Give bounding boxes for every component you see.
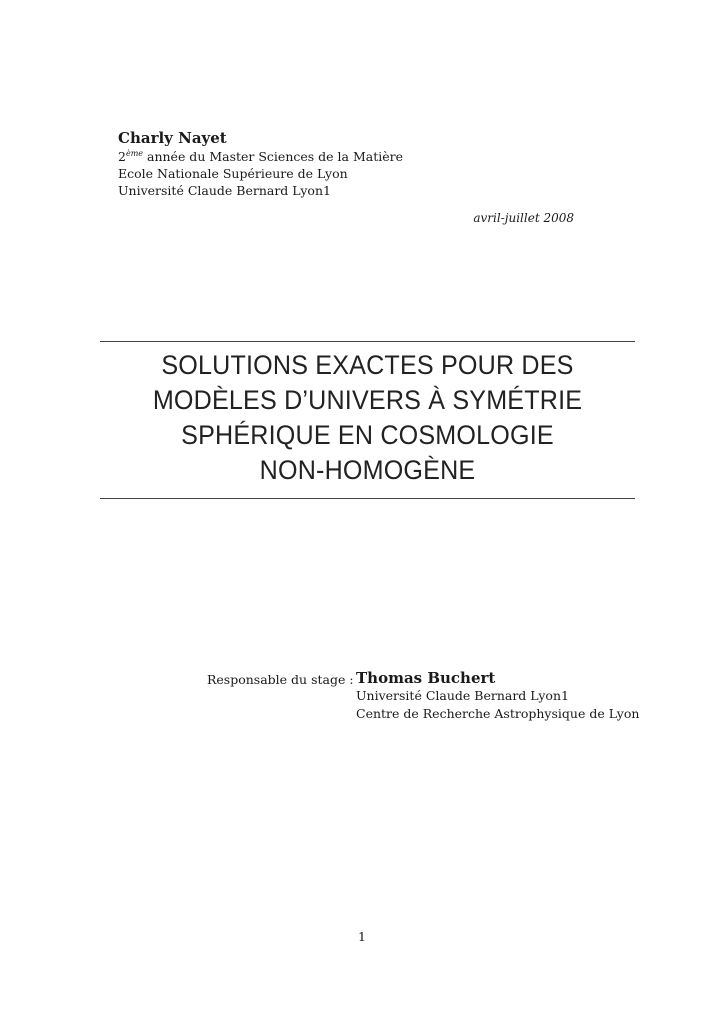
report-date: avril-juillet 2008 — [473, 211, 574, 225]
year-number: 2 — [118, 149, 126, 164]
document-title — [119, 348, 617, 488]
page-number: 1 — [358, 929, 366, 944]
supervisor-affiliation-2: Centre de Recherche Astrophysique de Lyon — [356, 706, 640, 721]
title-rule-bottom — [100, 498, 635, 499]
title-line: SPHÉRIQUE EN COSMOLOGIE — [181, 420, 554, 450]
year-suffix: ème — [125, 148, 144, 158]
supervisor-label: Responsable du stage : — [207, 672, 354, 687]
title-rule-top — [100, 341, 635, 342]
author-name: Charly Nayet — [118, 129, 227, 147]
title-line: NON-HOMOGÈNE — [259, 455, 476, 485]
title-line: SOLUTIONS EXACTES POUR DES — [161, 350, 574, 380]
author-school: Ecole Nationale Supérieure de Lyon — [118, 166, 348, 181]
title-line: MODÈLES D’UNIVERS À SYMÉTRIE — [152, 385, 583, 415]
author-university: Université Claude Bernard Lyon1 — [118, 183, 331, 198]
author-program — [118, 148, 598, 165]
author-block — [118, 128, 598, 199]
supervisor-name: Thomas Buchert — [356, 669, 496, 687]
program-text: année du Master Sciences de la Matière — [143, 149, 404, 164]
supervisor-affiliation-1: Université Claude Bernard Lyon1 — [356, 688, 569, 703]
